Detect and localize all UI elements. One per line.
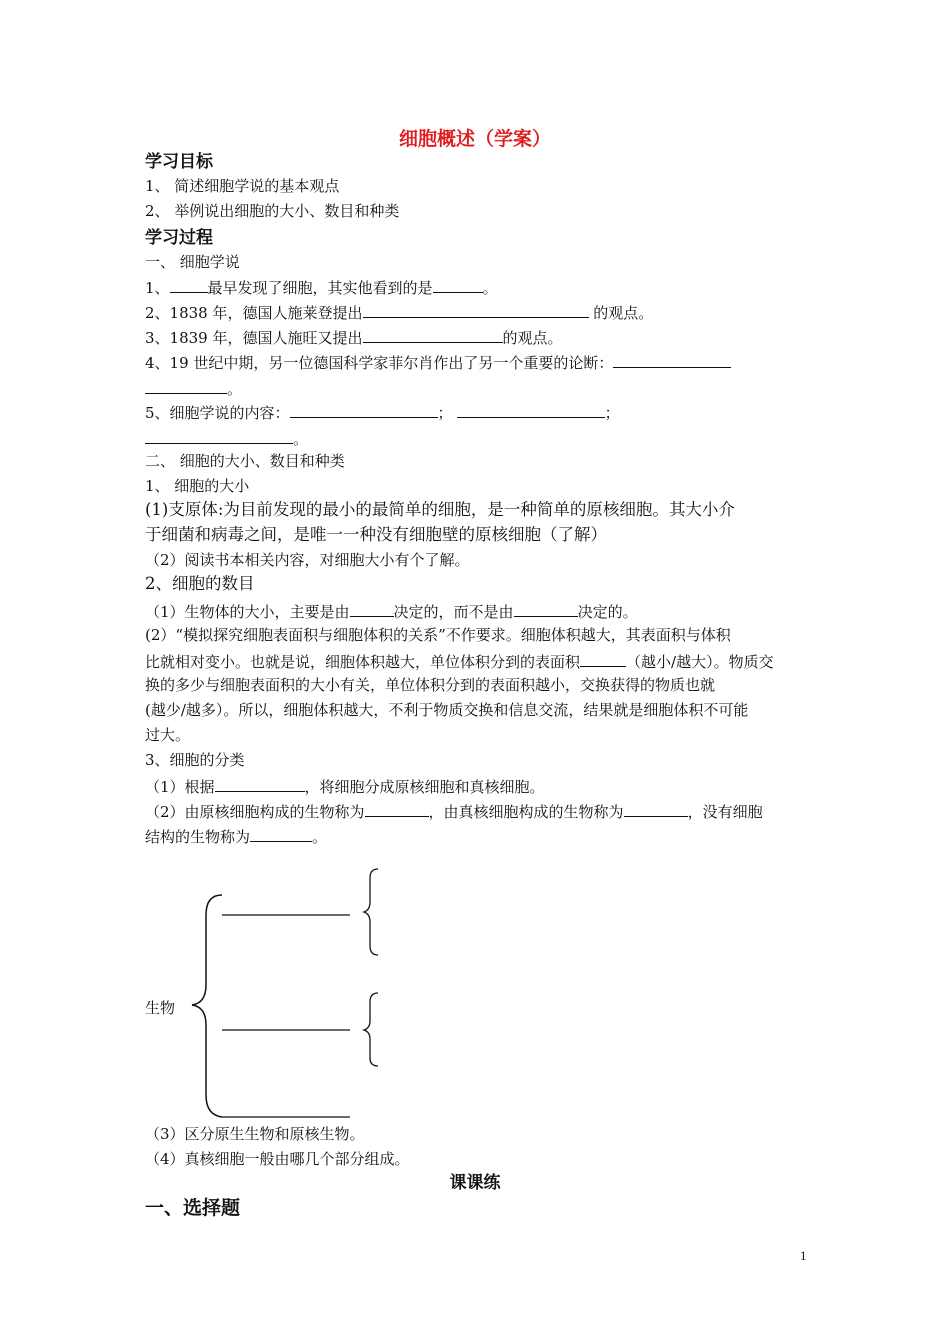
part1-title: 一、 细胞学说 <box>145 253 240 271</box>
q4-end: 。 <box>227 380 243 398</box>
q1-text: 最早发现了细胞，其实他看到的是 <box>207 279 433 297</box>
sub-brace <box>364 869 378 955</box>
text: 决定的。 <box>577 603 638 621</box>
text: （越小/越大）。物质交 <box>626 653 774 671</box>
q1-end: 。 <box>482 279 498 297</box>
text: （1）根据 <box>145 778 215 796</box>
q5-separator: ； <box>437 404 453 422</box>
number-subtitle: 2、细胞的数目 <box>145 574 255 593</box>
text: ，没有细胞 <box>687 803 763 821</box>
practice-title: 课课练 <box>449 1173 501 1193</box>
q5-separator: ； <box>604 404 620 422</box>
classification-subtitle: 3、细胞的分类 <box>145 751 245 769</box>
page-number: 1 <box>800 1248 807 1263</box>
objective-item: 2、 举例说出细胞的大小、数目和种类 <box>145 202 400 220</box>
text: （1）生物体的大小，主要是由 <box>145 603 350 621</box>
q1-number: 1、 <box>145 279 170 297</box>
text: 决定的，而不是由 <box>393 603 514 621</box>
paragraph: 于细菌和病毒之间，是唯一一种没有细胞壁的原核细胞（了解） <box>145 525 607 544</box>
page-title: 细胞概述（学案） <box>398 128 551 150</box>
diagram-label: 生物 <box>145 999 176 1017</box>
process-heading: 学习过程 <box>145 228 213 248</box>
q4-text: 4、19 世纪中期，另一位德国科学家菲尔肖作出了另一个重要的论断： <box>145 354 614 372</box>
q2-end: 的观点。 <box>588 304 654 322</box>
paragraph: 过大。 <box>145 726 191 744</box>
paragraph: (越少/越多）。所以，细胞体积越大，不利于物质交换和信息交流，结果就是细胞体积不可能 <box>145 701 749 719</box>
text: 比就相对变小。也就是说，细胞体积越大，单位体积分到的表面积 <box>145 653 581 671</box>
paragraph: （4）真核细胞一般由哪几个部分组成。 <box>145 1150 410 1168</box>
paragraph: 换的多少与细胞表面积的大小有关，单位体积分到的表面积越小，交换获得的物质也就 <box>145 676 716 694</box>
objectives-heading: 学习目标 <box>145 152 213 172</box>
objective-item: 1、 简述细胞学说的基本观点 <box>145 177 340 195</box>
part2-title: 二、 细胞的大小、数目和种类 <box>145 452 345 470</box>
text: 。 <box>312 828 328 846</box>
text: 结构的生物称为 <box>145 828 251 846</box>
text: ，由真核细胞构成的生物称为 <box>428 803 624 821</box>
paragraph: (2）“模拟探究细胞表面积与细胞体积的关系”不作要求。细胞体积越大，其表面积与体积 <box>145 626 731 644</box>
main-brace <box>192 895 222 1117</box>
q2-text: 2、1838 年，德国人施莱登提出 <box>145 304 363 322</box>
q5-text: 5、细胞学说的内容： <box>145 404 290 422</box>
text: （2）由原核细胞构成的生物称为 <box>145 803 365 821</box>
text: ，将细胞分成原核细胞和真核细胞。 <box>304 778 545 796</box>
paragraph: (1)支原体:为目前发现的最小的最简单的细胞，是一种简单的原核细胞。其大小介 <box>145 500 735 519</box>
q5-end: 。 <box>293 430 309 448</box>
q3-end: 的观点。 <box>502 329 563 347</box>
paragraph: （3）区分原生生物和原核生物。 <box>145 1125 365 1143</box>
paragraph: （2）阅读书本相关内容，对细胞大小有个了解。 <box>145 551 470 569</box>
practice-section-heading: 一、选择题 <box>145 1197 241 1219</box>
size-subtitle: 1、 细胞的大小 <box>145 477 250 495</box>
sub-brace <box>364 993 378 1066</box>
q3-text: 3、1839 年，德国人施旺又提出 <box>145 329 363 347</box>
